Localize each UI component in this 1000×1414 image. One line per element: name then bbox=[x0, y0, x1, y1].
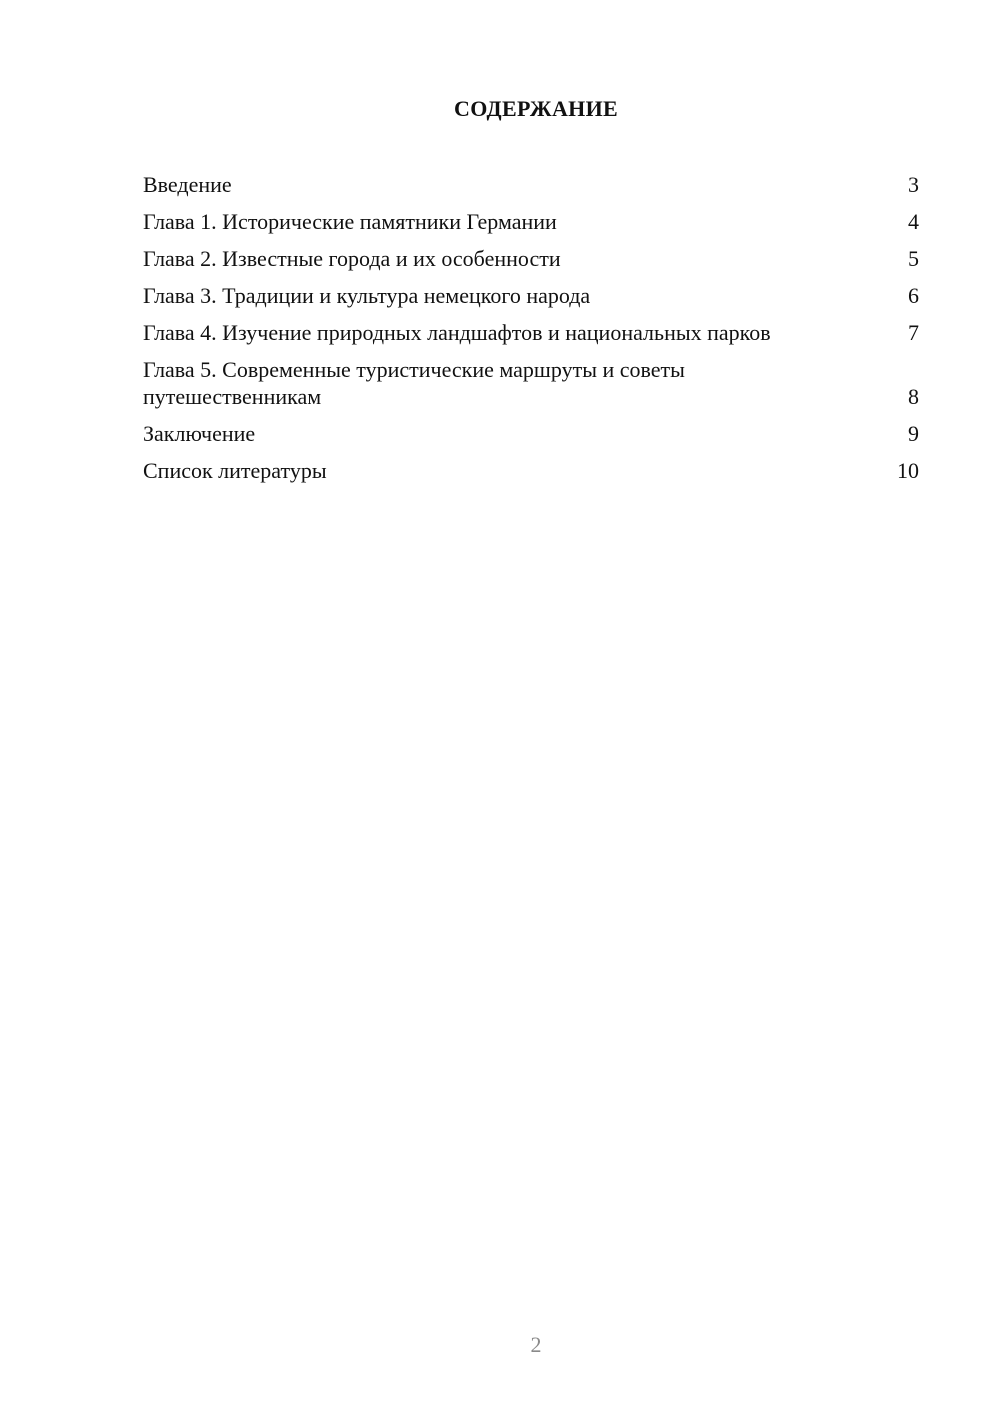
toc-entry-label: Глава 2. Известные города и их особенности bbox=[143, 246, 561, 271]
page-number: 2 bbox=[530, 1332, 542, 1357]
toc-entry-label: Глава 5. Современные туристические маршруты и советы путешественникам bbox=[143, 357, 685, 409]
toc-entry-page: 3 bbox=[908, 172, 919, 197]
toc-entry-label: Глава 4. Изучение природных ландшафтов и национальных парков bbox=[143, 320, 771, 345]
toc-entry-label: Введение bbox=[143, 172, 232, 197]
page-title: СОДЕРЖАНИЕ bbox=[454, 96, 618, 121]
toc-entry-page: 7 bbox=[908, 320, 919, 345]
toc-entry-label: Глава 1. Исторические памятники Германии bbox=[143, 209, 557, 234]
toc-entry-conclusion[interactable] bbox=[143, 420, 919, 447]
toc-entry-page: 5 bbox=[908, 246, 919, 271]
toc-entry-page: 8 bbox=[908, 384, 919, 409]
toc-entry-label: Глава 3. Традиции и культура немецкого народа bbox=[143, 283, 591, 308]
toc-entry-chapter-5[interactable] bbox=[143, 356, 919, 410]
toc-entry-page: 9 bbox=[908, 421, 919, 446]
toc-entry-page: 10 bbox=[897, 458, 919, 483]
toc-entry-chapter-4[interactable] bbox=[143, 319, 919, 346]
toc-entry-introduction[interactable] bbox=[143, 171, 919, 198]
toc-entry-bibliography[interactable] bbox=[143, 457, 919, 484]
toc-entry-chapter-3[interactable] bbox=[143, 282, 919, 309]
toc-entry-page: 4 bbox=[908, 209, 919, 234]
toc-entry-page: 6 bbox=[908, 283, 919, 308]
toc-entry-label: Список литературы bbox=[143, 458, 327, 483]
toc-entry-label: Заключение bbox=[143, 421, 256, 446]
toc-entry-chapter-2[interactable] bbox=[143, 245, 919, 272]
table-of-contents bbox=[143, 171, 919, 494]
toc-entry-chapter-1[interactable] bbox=[143, 208, 919, 235]
